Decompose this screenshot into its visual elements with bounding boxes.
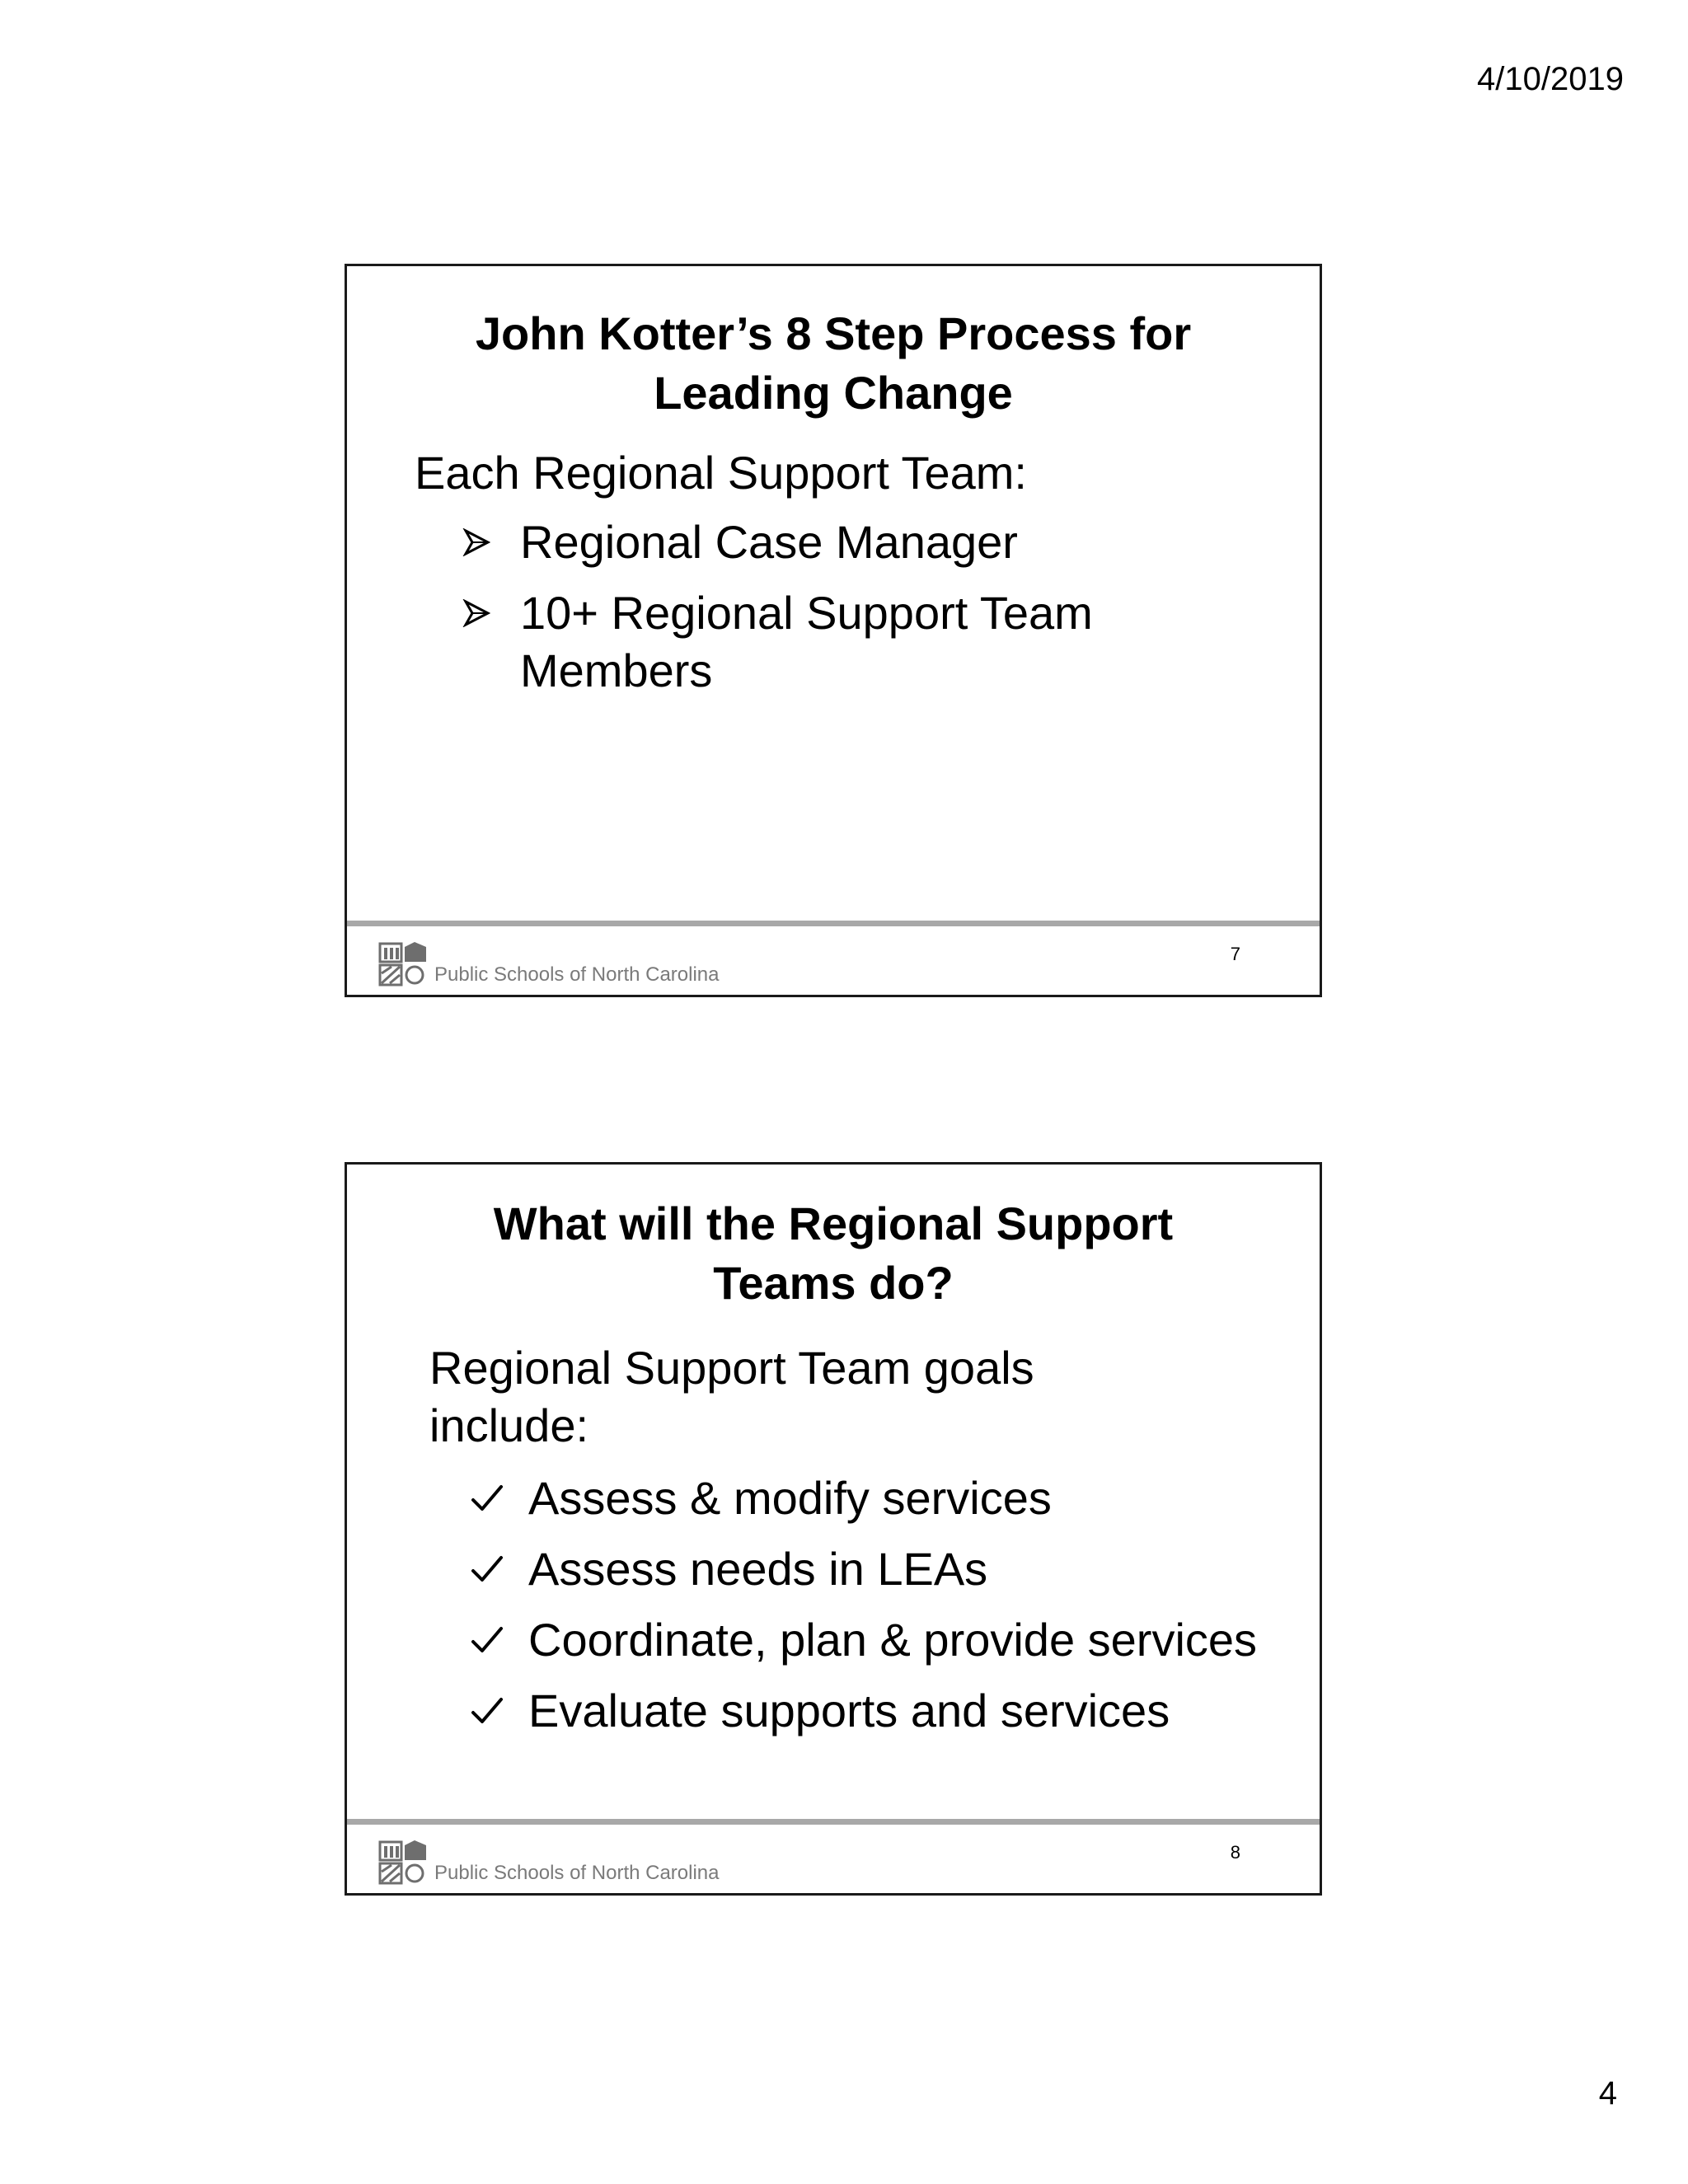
checkmark-bullet-icon xyxy=(471,1611,520,1669)
page-date: 4/10/2019 xyxy=(1477,61,1624,97)
checkmark-bullet-icon xyxy=(471,1540,520,1598)
footer-org-name: Public Schools of North Carolina xyxy=(434,963,720,986)
slide-title xyxy=(347,1194,1320,1313)
list-item xyxy=(462,584,1254,700)
slide-divider xyxy=(347,921,1320,926)
bullet-list xyxy=(471,1469,1262,1753)
list-item-text: Regional Case Manager xyxy=(520,516,1018,568)
nc-schools-logo-icon xyxy=(378,940,428,987)
slide-intro: Each Regional Support Team: xyxy=(415,447,1027,499)
footer-org-name: Public Schools of North Carolina xyxy=(434,1862,720,1884)
list-item-text: Coordinate, plan & provide services xyxy=(528,1614,1258,1666)
list-item-text: Evaluate supports and services xyxy=(528,1685,1170,1736)
list-item xyxy=(471,1540,1262,1598)
slide-number: 8 xyxy=(1230,1842,1240,1863)
list-item-text: 10+ Regional Support Team Members xyxy=(520,587,1093,696)
checkmark-bullet-icon xyxy=(471,1682,520,1740)
slide-footer xyxy=(347,1825,1320,1895)
list-item xyxy=(471,1469,1262,1527)
nc-schools-logo-icon xyxy=(378,1839,428,1885)
slide-title-line: Leading Change xyxy=(654,367,1013,419)
bullet-list xyxy=(462,513,1254,713)
slide-footer xyxy=(347,927,1320,996)
slide-8 xyxy=(345,1162,1322,1896)
slide-intro: Regional Support Team goals include: xyxy=(429,1342,1034,1451)
list-item-text: Assess & modify services xyxy=(528,1472,1052,1524)
list-item-text: Assess needs in LEAs xyxy=(528,1543,988,1595)
slide-title-line: What will the Regional Support xyxy=(493,1197,1174,1249)
list-item xyxy=(471,1611,1262,1669)
arrow-bullet-icon xyxy=(462,513,512,571)
page-number: 4 xyxy=(1598,2075,1617,2111)
slide-title-line: Teams do? xyxy=(713,1257,954,1309)
slide-title-line: John Kotter’s 8 Step Process for xyxy=(475,307,1192,359)
arrow-bullet-icon xyxy=(462,584,512,642)
slide-divider xyxy=(347,1819,1320,1825)
list-item xyxy=(462,513,1254,571)
list-item xyxy=(471,1682,1262,1740)
slide-number: 7 xyxy=(1230,944,1240,964)
slide-7 xyxy=(345,264,1322,997)
checkmark-bullet-icon xyxy=(471,1469,520,1527)
slide-title xyxy=(347,304,1320,423)
